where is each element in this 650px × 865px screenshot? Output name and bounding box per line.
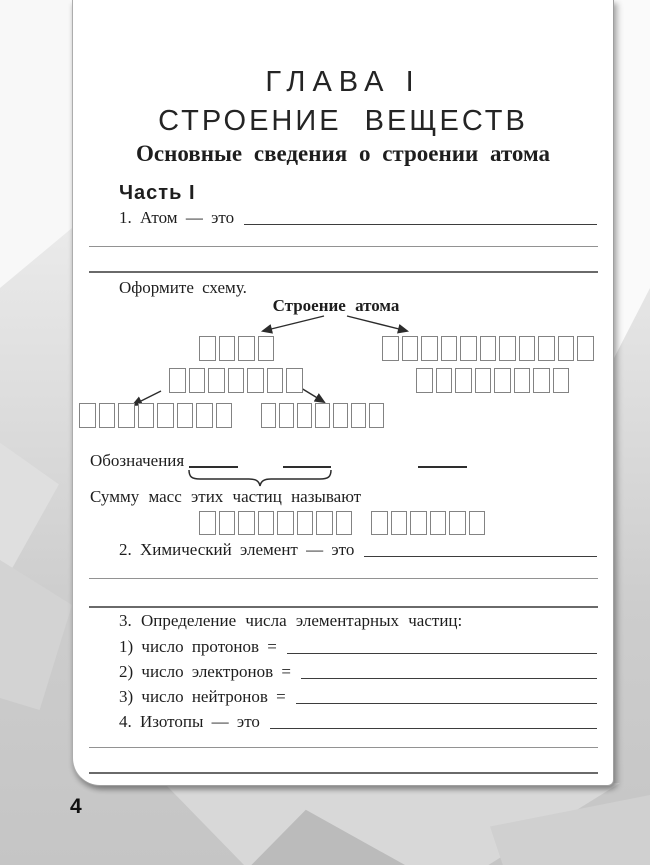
chapter-title-heading: СТРОЕНИЕ ВЕЩЕСТВ	[158, 105, 528, 137]
letter-box	[216, 403, 233, 428]
mass-label: Сумму масс этих частиц называют	[90, 487, 362, 506]
question-4-label: 4. Изотопы — это	[119, 712, 260, 731]
background-polygon	[245, 805, 405, 865]
letter-box	[199, 336, 216, 361]
letter-box	[267, 368, 284, 393]
background-polygon	[490, 795, 650, 865]
letter-box	[279, 403, 294, 428]
letter-box	[553, 368, 570, 393]
letter-box	[196, 403, 213, 428]
designations-label: Обозначения	[90, 451, 185, 470]
worksheet-page-card	[72, 0, 614, 786]
letter-box	[436, 368, 453, 393]
letter-box	[297, 403, 312, 428]
letter-box	[351, 403, 366, 428]
designation-blank	[283, 466, 331, 468]
writing-rule	[89, 747, 598, 748]
arrow	[347, 316, 407, 331]
letter-box	[315, 403, 330, 428]
letter-box	[441, 336, 458, 361]
background-polygon	[150, 783, 620, 865]
answer-blank-line	[296, 703, 597, 704]
arrow	[263, 316, 324, 331]
letter-box	[336, 511, 353, 535]
letter-box	[258, 511, 275, 535]
letter-box	[157, 403, 174, 428]
writing-rule	[89, 772, 598, 774]
scheme-title: Строение атома	[272, 296, 400, 315]
background-polygon	[0, 560, 72, 710]
letter-box	[449, 511, 466, 535]
question-3-item-3	[119, 687, 597, 706]
question-4	[119, 712, 597, 731]
letter-box	[538, 336, 555, 361]
letter-box	[238, 336, 255, 361]
letter-box	[219, 511, 236, 535]
letter-box	[382, 336, 399, 361]
designation-blank	[418, 466, 467, 468]
answer-blank-line	[301, 678, 597, 679]
letter-box	[247, 368, 264, 393]
letter-box	[261, 403, 276, 428]
question-3-item-2-label: 2) число электронов =	[119, 662, 291, 681]
letter-box	[391, 511, 408, 535]
scheme-instruction: Оформите схему.	[119, 278, 247, 297]
question-2	[119, 540, 597, 559]
letter-box	[177, 403, 194, 428]
letter-box	[533, 368, 550, 393]
letter-box	[189, 368, 206, 393]
question-3-item-1-label: 1) число протонов =	[119, 637, 277, 656]
letter-box	[228, 368, 245, 393]
letter-box	[558, 336, 575, 361]
letter-box	[118, 403, 135, 428]
question-2-label: 2. Химический элемент — это	[119, 540, 355, 559]
writing-rule	[89, 578, 598, 579]
answer-blank-line	[287, 653, 597, 654]
letter-box	[297, 511, 314, 535]
letter-box	[277, 511, 294, 535]
question-3-item-1	[119, 637, 597, 656]
letter-box	[469, 511, 486, 535]
letter-box	[138, 403, 155, 428]
letter-box	[316, 511, 333, 535]
letter-box-group-mass-word-2	[371, 511, 485, 535]
letter-box	[494, 368, 511, 393]
letter-box	[475, 368, 492, 393]
page-number: 4	[70, 795, 82, 818]
letter-box	[219, 336, 236, 361]
letter-box	[99, 403, 116, 428]
letter-box	[499, 336, 516, 361]
arrow	[301, 388, 324, 402]
letter-box	[169, 368, 186, 393]
letter-box-group-nucleus-sub	[169, 368, 303, 393]
background-polygon	[0, 0, 72, 300]
letter-box	[402, 336, 419, 361]
letter-box-group-nucleus	[199, 336, 274, 361]
letter-box-group-particles-1	[79, 403, 232, 428]
letter-box	[430, 511, 447, 535]
section-title: Основные сведения о строении атома	[136, 141, 550, 166]
letter-box	[410, 511, 427, 535]
letter-box	[199, 511, 216, 535]
letter-box	[416, 368, 433, 393]
background-polygon	[0, 430, 64, 590]
question-3-label: 3. Определение числа элементарных частиц:	[119, 611, 463, 630]
question-1-label: 1. Атом — это	[119, 208, 235, 227]
letter-box	[455, 368, 472, 393]
letter-box	[480, 336, 497, 361]
part-heading: Часть I	[119, 182, 196, 204]
answer-blank-line	[364, 556, 597, 557]
chapter-heading: ГЛАВА I	[265, 66, 421, 98]
answer-blank-line	[270, 728, 597, 729]
letter-box-group-particles-2	[261, 403, 384, 428]
letter-box-group-shell-2	[416, 368, 569, 393]
letter-box	[286, 368, 303, 393]
underbrace-icon	[189, 470, 331, 486]
letter-box-group-shell-1	[382, 336, 594, 361]
letter-box-group-mass-word-1	[199, 511, 352, 535]
letter-box	[333, 403, 348, 428]
letter-box	[208, 368, 225, 393]
letter-box	[514, 368, 531, 393]
letter-box	[369, 403, 384, 428]
letter-box	[460, 336, 477, 361]
letter-box	[371, 511, 388, 535]
designation-blank	[189, 466, 238, 468]
letter-box	[79, 403, 96, 428]
letter-box	[577, 336, 594, 361]
letter-box	[519, 336, 536, 361]
letter-box	[258, 336, 275, 361]
background-polygon	[613, 0, 650, 360]
question-3-item-3-label: 3) число нейтронов =	[119, 687, 286, 706]
writing-rule	[89, 606, 598, 608]
question-3-item-2	[119, 662, 597, 681]
letter-box	[238, 511, 255, 535]
letter-box	[421, 336, 438, 361]
